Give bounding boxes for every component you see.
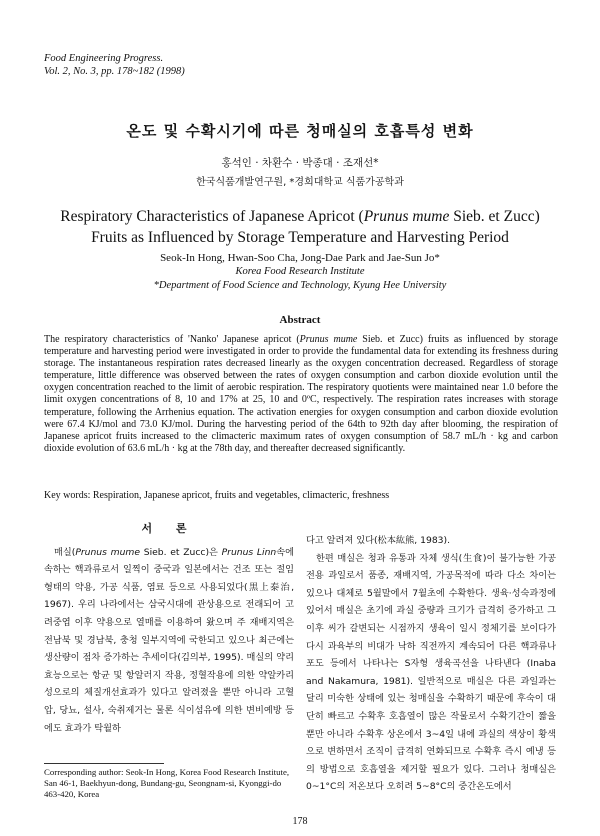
- english-title: [0, 206, 600, 248]
- journal-citation: Vol. 2, No. 3, pp. 178~182 (1998): [44, 66, 185, 77]
- intro-paragraph-1: 매실(Prunus mume Sieb. et Zucc)은 Prunus Linn속에 속하는 핵과류로서 일찍이 중국과 일본에서는 건조 또는 절임 형태의 약용, 가공 식품, 염료 등으로 사용되었다(黒上泰治, 1967). 우리 나라에서는 삼국시대에 관상용으로 전래되어 고려중엽 이후 약용으로 열매를 이용하여 왔으며 주 재배지역은 전남북 및 경남북, 충청 일부지역에 국한되고 있으나 최근에는 생산량이 점차 증가하는 추세이다(김의부, 1995). 매실의 약리효능으로는 항균 및 항알러지 작용, 정혈작용에 의한 약알카리성으로의 체질개선효과가 있다고 알려졌을 뿐만 아니라 고혈압, 당뇨, 설사, 숙취제거는 물론 식이섬유에 의한 변비예방 등에도 효과가 탁월하: [44, 546, 295, 734]
- affiliation-khu: *Department of Food Science and Technology, Kyung Hee University: [153, 280, 447, 291]
- english-title-line2: Fruits as Influenced by Storage Temperature and Harvesting Period: [91, 229, 509, 246]
- affiliation-kfri: Korea Food Research Institute: [235, 266, 365, 277]
- korean-affiliation: 한국식품개발연구원, *경희대학교 식품가공학과: [196, 177, 404, 188]
- abstract-heading: Abstract: [279, 314, 321, 326]
- section-heading-introduction: 서 론: [141, 522, 197, 535]
- english-authors: Seok-In Hong, Hwan-Soo Cha, Jong-Dae Park and Jae-Sun Jo*: [160, 252, 440, 264]
- journal-name: Food Engineering Progress.: [44, 53, 164, 64]
- page-number: 178: [292, 816, 308, 827]
- korean-authors: 홍석인 · 차환수 · 박종대 · 조재선*: [221, 157, 379, 169]
- keywords: Key words: Respiration, Japanese apricot, fruits and vegetables, climacteric, freshness: [44, 490, 390, 501]
- intro-left-column: [44, 520, 294, 737]
- intro-paragraph-continued: 다고 알려져 있다(松本紘熊, 1983).: [306, 535, 451, 546]
- abstract-body: The respiratory characteristics of 'Nanko' Japanese apricot (Prunus mume Sieb. et Zucc) fruits as influenced by storage temperature and harvesting period were investigated in order to provide the fundamental data for extending its freshness during storage. The instantaneous respiration rates decreased linearly as the oxygen concentration decreased. Regardless of storage temperature, little difference was observed between the rates of oxygen consumption and carbon dioxide evolution until the oxygen concentration reached to the limit of aerobic respiration. The respiratory quotients were maintained near 1.0 before the limit oxygen concentrations of 8, 10 and 17% at 25, 10 and 0ºC, respectively. The respiration rates increases with storage temperature, following the Arrhenius equation. The activation energies for oxygen consumption and carbon dioxide evolution were 67.4 KJ/mol and 73.0 KJ/mol. During the harvesting period of the 64th to 92th day after blooming, the respiration of Japanese apricot fruits increased to the climacteric maximum rates of oxygen consumption of 58.7 mL/h · kg and carbon dioxide evolution of 63.6 mL/h · kg at the 78th day, and thereafter decreased significantly.: [44, 334, 558, 454]
- korean-title: 온도 및 수확시기에 따른 청매실의 호흡특성 변화: [126, 122, 474, 140]
- journal-header: [44, 52, 185, 78]
- corresponding-author-footnote: Corresponding author: Seok-In Hong, Korea Food Research Institute, San 46-1, Baekhyun-dong, Bundang-gu, Seongnam-si, Kyonggi-do 463-420, Korea: [44, 767, 290, 799]
- footnote-divider: [44, 763, 164, 764]
- intro-paragraph-2: 한편 매실은 청과 유통과 자체 생식(生食)이 불가능한 가공전용 과일로서 품종, 재배지역, 가공목적에 따라 다소 차이는 있으나 대체로 5월말에서 7월초에 수확한다. 생육·성숙과정에 있어서 매실은 초기에 과실 중량과 크기가 급격히 증가하고 그 이후 씨가 갈변되는 시점까지 생육이 일시 정체기를 보이다가 다시 과육부의 비대가 낙하 직전까지 계속되어 다른 핵과류나 포도 등에서 나타나는 S자형 생육곡선을 나타낸다 (Inaba and Nakamura, 1981). 일반적으로 매실은 다른 과일과는 달리 미숙한 상태에 있는 청매실을 수확하기 때문에 후숙이 대단히 빠르고 수확후 호흡열이 많은 작물로서 수확기간이 짧을 뿐만 아니라 수확후 상온에서 3~4일 내에 과실의 색상이 황색으로 변하면서 조직이 급격히 연화되므로 수확후 즉시 예냉 등의 방법으로 호흡열을 제거할 필요가 있다. 그러나 청매실은 0~1°C의 저온보다 오히려 5~8°C의 중간온도에서: [306, 552, 556, 793]
- english-title-line1: Respiratory Characteristics of Japanese Apricot (Prunus mume Sieb. et Zucc): [60, 208, 540, 225]
- intro-right-column: [306, 532, 556, 796]
